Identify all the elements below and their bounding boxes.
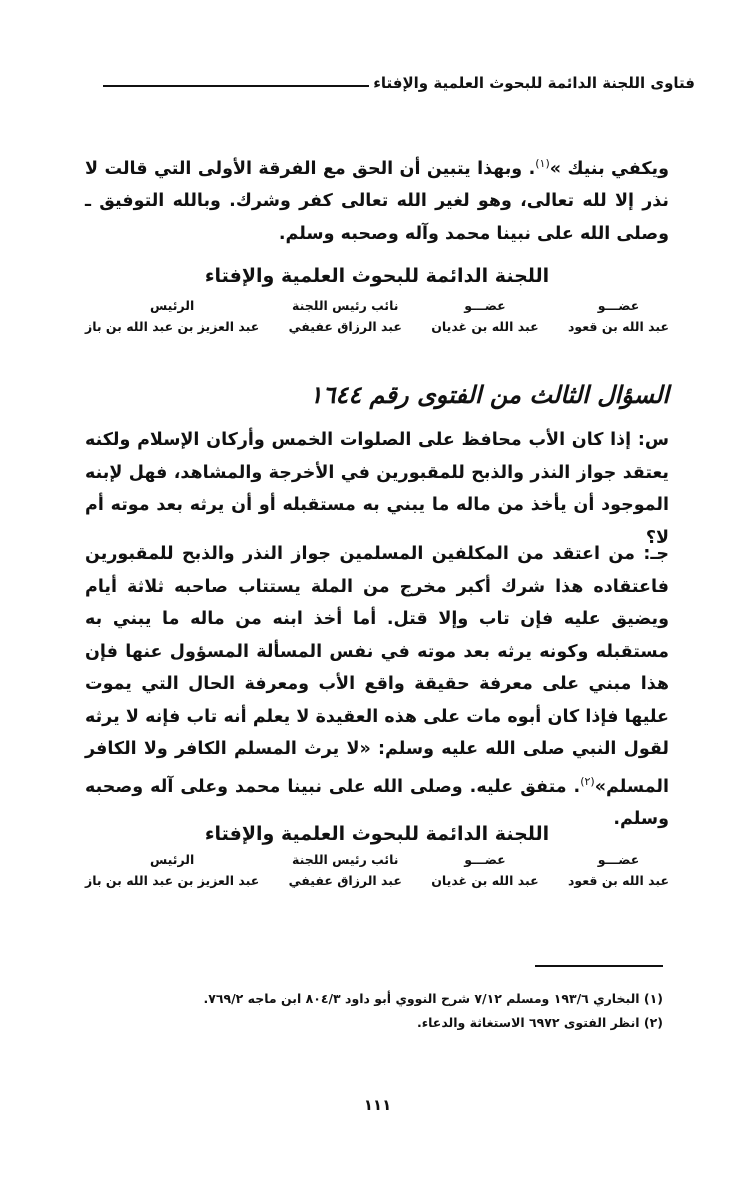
fatwa-conclusion-paragraph xyxy=(85,148,669,250)
signatory-member-2 xyxy=(431,850,538,892)
conclusion-text-part2: . وبهذا يتبين أن الحق مع الفرقة الأولى التي قالت لا نذر إلا لله تعالى، وهو لغير الله تعالى كفر وشرك. وبالله التوفيق ـ وصلى الله على نبينا محمد وآله وصحبه وسلم. xyxy=(85,158,669,244)
signatory-name: عبد العزيز بن عبد الله بن باز xyxy=(85,873,260,888)
signatory-chair xyxy=(85,850,259,892)
signatory-name: عبد الله بن قعود xyxy=(567,873,669,888)
signatory-role: عضـــو xyxy=(597,852,640,867)
signatory-name: عبد الله بن قعود xyxy=(567,319,669,334)
signatory-name: عبد الرزاق عفيفي xyxy=(288,319,402,334)
signatory-member-1 xyxy=(568,296,669,338)
signatory-vice-chair xyxy=(289,850,402,892)
signatory-role: الرئيس xyxy=(150,852,195,867)
answer-label: جـ: xyxy=(643,544,669,564)
signatory-name: عبد العزيز بن عبد الله بن باز xyxy=(85,319,260,334)
header-rule xyxy=(103,85,369,87)
footnotes xyxy=(103,987,663,1035)
signatory-role: نائب رئيس اللجنة xyxy=(292,852,399,867)
signatory-vice-chair xyxy=(289,296,402,338)
committee-title-1: اللجنة الدائمة للبحوث العلمية والإفتاء xyxy=(204,265,550,287)
signatory-name: عبد الله بن غديان xyxy=(431,319,539,334)
answer-text-part1: من اعتقد من المكلفين المسلمين جواز النذر والذبح للمقبورين فاعتقاده هذا شرك أكبر مخرج من الملة يستتاب صاحبه ثلاثة أيام ويضيق عليه فإن تاب وإلا قتل. أما أخذ ابنه من ماله ما يبني به مستقبله وكونه يرثه بعد موته في نفس المسألة المسؤول عنها فإن هذا مبني على معرفة حقيقة واقع الأب ومعرفة الحال التي يموت عليها فإذا كان أبوه مات على هذه العقيدة لا يعلم أنه تاب فإنه لا يرثه لقول النبي صلى الله عليه وسلم: «لا يرث المسلم الكافر ولا الكافر المسلم» xyxy=(85,544,669,797)
footnote-ref-2[interactable]: (٢) xyxy=(580,774,595,788)
footnote-2: (٢) انظر الفتوى ٦٩٧٢ الاستغاثة والدعاء. xyxy=(416,1015,663,1030)
answer-text-part2: . متفق عليه. وصلى الله على نبينا محمد وعلى آله وصحبه وسلم. xyxy=(85,776,669,829)
committee-title-2: اللجنة الدائمة للبحوث العلمية والإفتاء xyxy=(204,823,550,845)
signatory-role: الرئيس xyxy=(150,298,195,313)
page-number: ١١١ xyxy=(363,1096,392,1114)
signatories-row-1 xyxy=(85,296,669,338)
question-paragraph xyxy=(85,424,669,554)
footnote-separator xyxy=(535,965,663,967)
signatory-name: عبد الله بن غديان xyxy=(431,873,539,888)
question-label: س: xyxy=(637,430,669,450)
signatory-role: عضـــو xyxy=(464,298,506,313)
footnote-1: (١) البخاري ١٩٣/٦ ومسلم ٧/١٢ شرح النووي أبو داود ٨٠٤/٣ ابن ماجه ٧٦٩/٢. xyxy=(203,991,663,1006)
signatory-name: عبد الرزاق عفيفي xyxy=(288,873,402,888)
signatory-chair xyxy=(85,296,259,338)
signatory-role: عضـــو xyxy=(464,852,506,867)
signatory-role: نائب رئيس اللجنة xyxy=(292,298,399,313)
running-header xyxy=(103,66,695,92)
signatory-member-2 xyxy=(431,296,538,338)
signatories-row-2 xyxy=(85,850,669,892)
question-text: إذا كان الأب محافظ على الصلوات الخمس وأركان الإسلام ولكنه يعتقد جواز النذر والذبح للمقبورين في الأخرجة والمشاهد، فهل لإبنه الموجود أن يأخذ من ماله ما يبني به مستقبله أو أن يرثه بعد موته أم لا؟ xyxy=(85,430,669,548)
running-header-title: فتاوى اللجنة الدائمة للبحوث العلمية والإفتاء xyxy=(373,74,695,92)
question-title: السؤال الثالث من الفتوى رقم ١٦٤٤ xyxy=(309,380,669,409)
signatory-role: عضـــو xyxy=(597,298,640,313)
signatory-member-1 xyxy=(568,850,669,892)
footnote-ref-1[interactable]: (١) xyxy=(535,157,550,170)
answer-paragraph xyxy=(85,538,669,835)
conclusion-text-part1: ويكفي بنيك » xyxy=(549,158,669,179)
